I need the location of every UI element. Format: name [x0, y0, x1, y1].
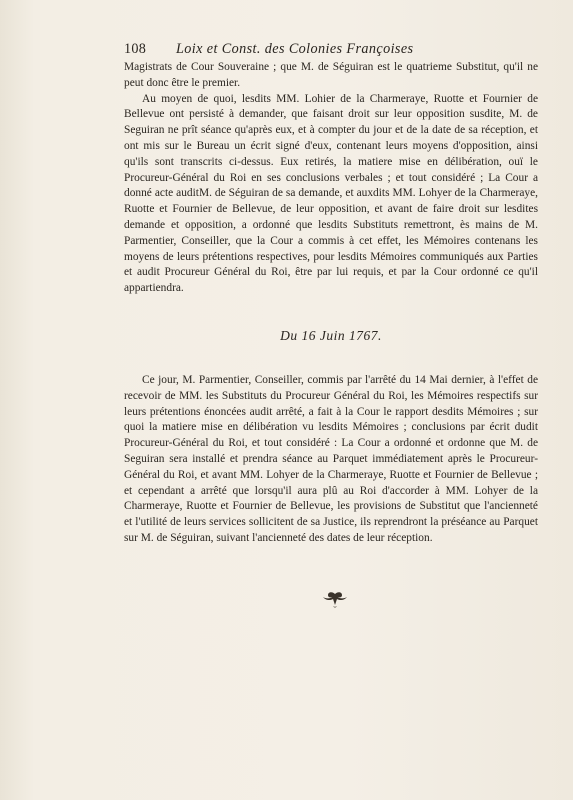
fleuron-ornament-icon: [320, 591, 350, 609]
paragraph-continuation: Magistrats de Cour Souveraine ; que M. de Séguiran est le quatrieme Substitut, qu'il ne peut donc être le premier.: [124, 61, 538, 89]
paragraph-opposition: Au moyen de quoi, lesdits MM. Lohier de la Charmeraye, Ruotte et Fournier de Bellevue ont persisté à demander, que faisant droit sur leur opposition susdite, M. de Seguiran ne prît séance qu'après eux, et à compter du jour et de la date de sa réception, et ont mis sur le Bureau un écrit signé d'eux, contenant leurs moyens d'opposition, ainsi qu'ils sont transcrits ci-dessus. Eux retirés, la matiere mise en délibération, ouï le Procureur-Général du Roi en ses conclusions verbales ; et tout considéré ; La Cour a donné acte auditM. de Séguiran de sa demande, et auxdits MM. Lohyer de la Charmeraye, Ruotte et Fournier de Bellevue, de leur opposition, et avant de faire droit sur lesdites demande et opposition, a ordonné que lesdits Substituts remettront, ès mains de M. Parmentier, Conseiller, que la Cour a commis à cet effet, les Mémoires contenans les moyens de leurs prétentions respectives, pour lesdits Mémoires communiqués aux Parties et audit Procureur Général du Roi, être par lui requis, et par la Cour ordonné ce qu'il appartiendra.: [124, 92, 538, 295]
text-block-upper: [124, 60, 538, 297]
page-number: 108: [124, 41, 147, 57]
paragraph-ruling: Ce jour, M. Parmentier, Conseiller, commis par l'arrêté du 14 Mai dernier, à l'effet de recevoir de MM. les Substituts du Procureur Général du Roi, les Mémoires respectifs sur leurs prétentions énoncées audit arrêté, a fait à la Cour le rapport desdits Mémoires ; sur quoi la matiere mise en délibération vu lesdits Mémoires ; conclusions par écrit dudit Procureur-Général du Roi, et tout considéré : La Cour a ordonné et ordonne que M. de Seguiran sera installé et prendra séance au Parquet immédiatement après le Procureur-Général du Roi, et avant MM. Lohyer de la Charmeraye, Ruotte et Fournier de Bellevue ; et cependant a arrêté que lorsqu'il aura plû au Roi d'accorder à MM. Lohyer de la Charmeraye, Ruotte et Fournier de Bellevue, les provisions de Substitut que l'ancienneté et l'utilité de leurs services sollicitent de sa Justice, ils reprendront la préséance au Parquet sur M. de Séguiran, suivant l'ancienneté des dates de leur réception.: [124, 374, 538, 544]
date-heading: Du 16 Juin 1767.: [280, 328, 382, 343]
running-title: Loix et Const. des Colonies Françoises: [176, 41, 414, 57]
page-header: [124, 41, 544, 61]
text-block-lower: [124, 373, 538, 547]
